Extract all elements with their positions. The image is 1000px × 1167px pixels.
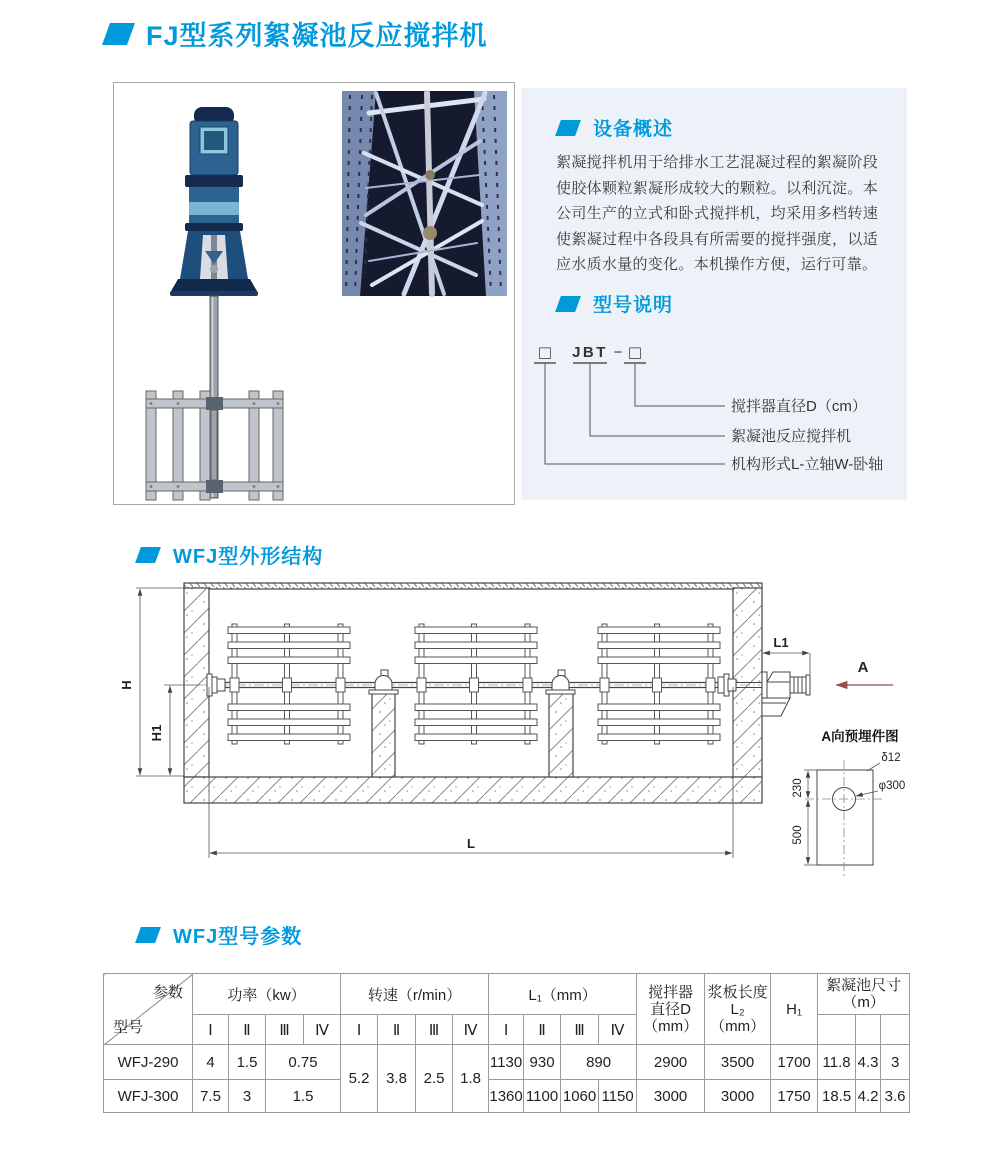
l1-cell: 1060	[561, 1080, 599, 1113]
pool-subheader-empty	[818, 1015, 856, 1045]
params-flag-icon	[135, 927, 161, 943]
col-header-speed: 转速（r/min）	[341, 974, 489, 1015]
l1-cell: 890	[561, 1045, 637, 1080]
col-header-diameter-line1: 搅拌器	[648, 983, 694, 1001]
power-cell: 4	[193, 1045, 229, 1080]
pool-subheader-empty	[856, 1015, 881, 1045]
gear-header: Ⅳ	[304, 1015, 341, 1045]
power-cell: 7.5	[193, 1080, 229, 1113]
detail-title: A向预埋件图	[821, 729, 899, 744]
power-cell: 1.5	[266, 1080, 341, 1113]
corner-cell	[104, 974, 193, 1045]
detail-dim-230: 230	[792, 778, 804, 798]
gear-header: Ⅰ	[193, 1015, 229, 1045]
overview-body: 絮凝搅拌机用于给排水工艺混凝过程的絮凝阶段使胶体颗粒絮凝形成较大的颗粒。以利沉淀。本公司生产的立式和卧式搅拌机，均采用多档转速使絮凝过程中各段具有所需要的搅拌强度，以适应水质水量的变化。本机操作方便，运行可靠。	[556, 154, 878, 273]
speed-cell: 5.2	[341, 1045, 378, 1113]
pool-cell: 4.2	[856, 1080, 881, 1113]
gear-header: Ⅳ	[599, 1015, 637, 1045]
model-box-right: □	[629, 343, 641, 364]
view-a-label: A	[857, 659, 869, 676]
model-heading-row	[558, 290, 673, 317]
title-flag-icon	[102, 23, 135, 45]
product-image	[114, 83, 514, 504]
gear-header: Ⅱ	[229, 1015, 266, 1045]
gear-header: Ⅱ	[524, 1015, 561, 1045]
col-header-pool	[818, 974, 910, 1015]
gear-header: Ⅰ	[489, 1015, 524, 1045]
model-cell: WFJ-290	[104, 1045, 193, 1080]
table-row	[104, 1080, 910, 1113]
l1-cell: 1100	[524, 1080, 561, 1113]
gear-header: Ⅰ	[341, 1015, 378, 1045]
table-row	[104, 1045, 910, 1080]
gear-header: Ⅲ	[266, 1015, 304, 1045]
params-heading-row	[138, 920, 302, 949]
l1-cell: 1360	[489, 1080, 524, 1113]
speed-cell: 1.8	[453, 1045, 489, 1113]
col-header-paddle-line2: L₂	[730, 1000, 745, 1018]
embedded-part-detail	[792, 728, 905, 877]
detail-hole-label: φ300	[878, 780, 906, 792]
structure-heading: WFJ型外形结构	[173, 546, 324, 568]
diameter-cell: 3000	[637, 1080, 705, 1113]
h1-cell: 1750	[771, 1080, 818, 1113]
pool-cell: 18.5	[818, 1080, 856, 1113]
params-heading: WFJ型号参数	[173, 926, 303, 948]
col-header-pool-line2: （m）	[842, 994, 885, 1011]
model-cell: WFJ-300	[104, 1080, 193, 1113]
speed-cell: 2.5	[416, 1045, 453, 1113]
paddle-cell: 3000	[705, 1080, 771, 1113]
power-cell: 0.75	[266, 1045, 341, 1080]
model-code-diagram	[521, 338, 907, 483]
pool-subheader-empty	[881, 1015, 910, 1045]
col-header-pool-line1: 絮凝池尺寸	[826, 977, 902, 994]
col-header-paddle-line3: （mm）	[710, 1017, 766, 1035]
model-connector-lines	[545, 363, 725, 464]
label-diameter: 搅拌器直径D（cm）	[731, 398, 867, 415]
col-header-diameter-line3: （mm）	[643, 1017, 699, 1035]
col-header-h1: H₁	[771, 974, 818, 1045]
page-title: FJ型系列絮凝池反应搅拌机	[146, 21, 488, 51]
pool-cell: 11.8	[818, 1045, 856, 1080]
col-header-power: 功率（kw）	[193, 974, 341, 1015]
mixer-illustration	[146, 107, 283, 500]
corner-label-params: 参数	[152, 984, 183, 1001]
table-header-row-1	[104, 974, 910, 1015]
pool-cell: 3	[881, 1045, 910, 1080]
col-header-diameter-line2: 直径D	[650, 1000, 692, 1018]
pool-cell: 3.6	[881, 1080, 910, 1113]
diameter-cell: 2900	[637, 1045, 705, 1080]
power-cell: 3	[229, 1080, 266, 1113]
params-table	[103, 973, 910, 1113]
installation-photo	[342, 91, 507, 296]
speed-cell: 3.8	[378, 1045, 416, 1113]
overview-flag-icon	[555, 120, 581, 136]
detail-dim-500: 500	[792, 825, 804, 845]
dim-l1-label: L1	[773, 635, 789, 650]
model-flag-icon	[555, 296, 581, 312]
info-panel	[521, 88, 907, 500]
structure-flag-icon	[135, 547, 161, 563]
overview-heading: 设备概述	[593, 119, 674, 140]
dim-h-label: H	[119, 680, 134, 690]
model-box-left: □	[539, 343, 551, 364]
l1-cell: 1150	[599, 1080, 637, 1113]
col-header-paddle	[705, 974, 771, 1045]
overview-heading-row	[558, 114, 673, 141]
label-form: 机构形式L-立轴W-卧轴	[731, 456, 884, 473]
col-header-diameter	[637, 974, 705, 1045]
label-machine: 絮凝池反应搅拌机	[731, 428, 852, 445]
structure-heading-row	[138, 540, 323, 569]
dim-h1-label: H1	[149, 724, 164, 742]
gear-header: Ⅳ	[453, 1015, 489, 1045]
power-cell: 1.5	[229, 1045, 266, 1080]
model-separator: −	[613, 344, 623, 361]
view-a-annotation	[836, 659, 893, 685]
product-image-box	[113, 82, 515, 505]
h1-cell: 1700	[771, 1045, 818, 1080]
corner-label-model: 型号	[113, 1019, 144, 1036]
gear-header: Ⅲ	[416, 1015, 453, 1045]
gear-header: Ⅱ	[378, 1015, 416, 1045]
model-heading: 型号说明	[593, 295, 674, 316]
col-header-l1: L₁（mm）	[489, 974, 637, 1015]
detail-thickness-label: δ12	[881, 752, 901, 764]
l1-cell: 930	[524, 1045, 561, 1080]
page-title-row	[106, 14, 488, 53]
dim-l-label: L	[467, 836, 475, 851]
model-code: JBT	[572, 344, 608, 361]
structure-drawing	[110, 575, 910, 915]
gear-header: Ⅲ	[561, 1015, 599, 1045]
col-header-paddle-line1: 浆板长度	[707, 983, 768, 1001]
l1-cell: 1130	[489, 1045, 524, 1080]
pool-cell: 4.3	[856, 1045, 881, 1080]
paddle-cell: 3500	[705, 1045, 771, 1080]
